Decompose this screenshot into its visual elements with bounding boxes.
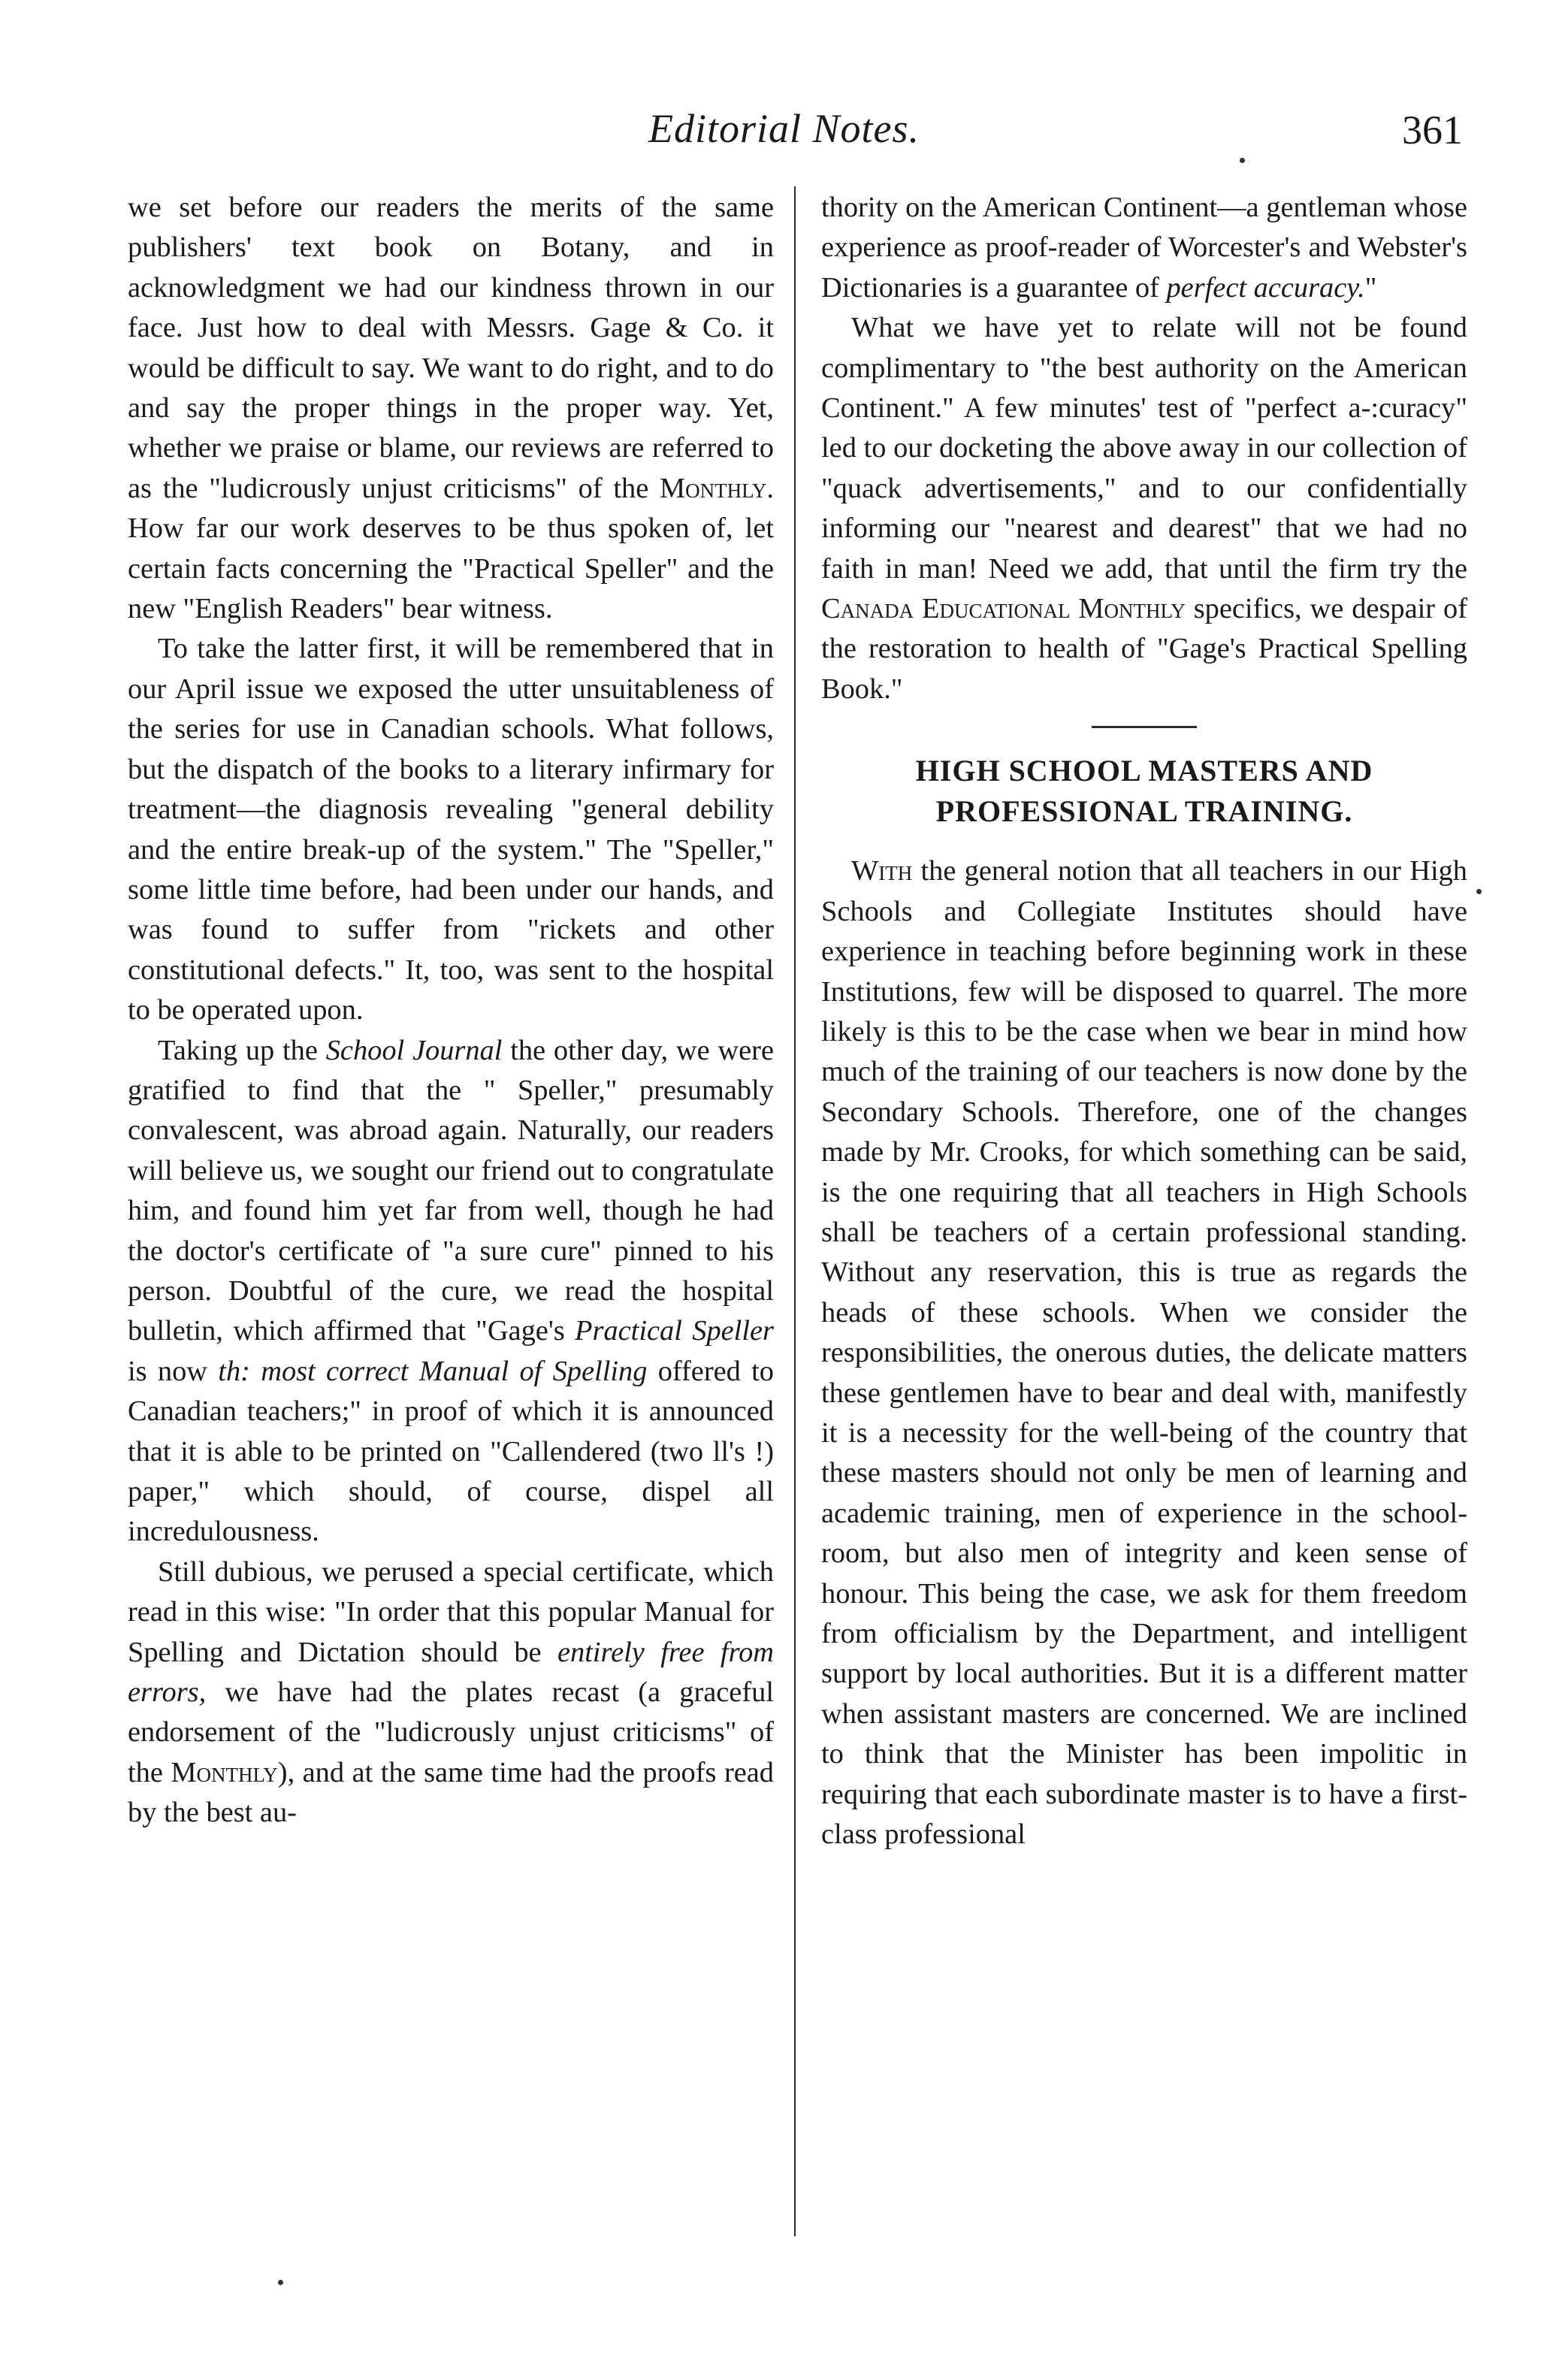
paragraph [821, 188, 1467, 308]
print-speck [1240, 158, 1245, 163]
text-run: specifics, we despair of the restoration to health of "Gage's Practical Spelling Book." [821, 593, 1467, 705]
text-run-italic: Practical Speller [575, 1315, 774, 1347]
print-speck [1476, 889, 1482, 894]
text-run-small-caps: Canada Educational Monthly [821, 593, 1186, 625]
text-run: Still dubious, we perused a special certificate, which read in this wise: "In order that this popular Manual for Spelling and Dictation should be [128, 1555, 774, 1668]
paragraph: To take the latter first, it will be remembered that in our April issue we exposed the utter unsuitableness of the series for use in Canadian schools. What follows, but the dispatch of the books to a literary infirmary for treatment—the diagnosis revealing "general debility and the entire break-up of the system." The "Speller," some little time before, had been under our hands, and was found to suffer from "rickets and other constitutional defects." It, too, was sent to the hospital to be operated upon. [128, 633, 774, 1026]
text-run: . How far our work deserves to be thus spoken of, let certain facts concerning the "Practical Speller" and the new "English Readers" bear witness. [128, 472, 774, 625]
running-title: Editorial Notes. [648, 106, 920, 151]
text-run: the other day, we were gratified to find that the " Speller," presumably convalescent, was abroad again. Naturally, our readers will believe us, we sought our friend out to congratulate him, and found him yet far from well, though he had the doctor's certificate of "a sure cure" pinned to his person. Doubtful of the cure, we read the hospital bulletin, which affirmed that "Gage's [128, 1034, 774, 1347]
text-run-italic: School Journal [325, 1034, 503, 1066]
section-divider [1092, 726, 1197, 728]
section-heading: HIGH SCHOOL MASTERS AND PROFESSIONAL TRAINING. [915, 754, 1373, 829]
text-run: the general notion that all teachers in our High Schools and Collegiate Institutes should have experience in teaching before beginning work in these Institutions, few will be disposed to quarrel. The more likely is this to be the case when we bear in mind how much of the training of our teachers is now done by the Secondary Schools. Therefore, one of the changes made by Mr. Crooks, for which something can be said, is the one requiring that all teachers in High Schools shall be teachers of a certain professional standing. Without any reservation, this is true as regards the heads of these schools. When we consider the responsibilities, the onerous duties, the delicate matters these gentlemen have to bear and deal with, manifestly it is a necessity for the well-being of the country that these masters should not only be men of learning and academic training, men of experience in the school-room, but also men of integrity and keen sense of honour. This being the case, we ask for them freedom from officialism by the Department, and intelligent support by local authorities. But it is a different matter when assistant masters are concerned. We are inclined to think that the Minister has been impolitic in requiring that each subordinate master is to have a first-class professional [821, 855, 1467, 1851]
text-run: ), and at the same time had the proofs read by the best au- [128, 1756, 774, 1829]
left-column [128, 188, 774, 1833]
print-speck [278, 2280, 283, 2285]
text-run: we have had the plates recast (a graceful endorsement of the "ludicrously unjust criticisms" of the [128, 1676, 774, 1788]
text-run: we set before our readers the merits of the same publishers' text book on Botany, and in acknowledgment we had our kindness thrown in our face. Just how to deal with Messrs. Gage & Co. it would be difficult to say. We want to do right, and to do and say the proper things in the proper way. Yet, whether we praise or blame, our reviews are referred to as the "ludicrously unjust criticisms" of the [128, 192, 774, 504]
text-run-italic: perfect accuracy. [1166, 271, 1365, 304]
text-run: thority on the American Continent—a gentleman whose experience as proof-reader of Worcester's and Webster's Dictionaries is a guarantee of [821, 192, 1467, 304]
text-run: What we have yet to relate will not be found complimentary to "the best authority on the American Continent." A few minutes' test of "perfect a-:curacy" led to our docketing the above away in our collection of "quack advertisements," and to our confidentially informing our "nearest and dearest" that we had no faith in man! Need we add, that until the firm try the [821, 312, 1467, 585]
text-run: offered to Canadian teachers;" in proof of which it is announced that it is able to be printed on "Callendered (two ll's !) paper," which should, of course, dispel all incredulousness. [128, 1355, 774, 1548]
paragraph [128, 1031, 774, 1552]
text-run-italic: th: most correct Manual of Spelling [218, 1355, 648, 1387]
text-run: Taking up the [158, 1034, 326, 1066]
page-number: 361 [1402, 107, 1463, 153]
text-run-italic: entirely free from errors, [128, 1636, 775, 1709]
text-run-small-caps: With [851, 855, 913, 887]
page-header [0, 105, 1568, 165]
right-column [821, 188, 1467, 1855]
paragraph [821, 851, 1467, 1855]
paragraph [821, 308, 1467, 709]
text-run: " [1364, 271, 1377, 304]
paragraph [128, 188, 774, 629]
text-run-small-caps: Monthly [171, 1756, 278, 1788]
text-run: is now [128, 1355, 219, 1387]
text-run-small-caps: Monthly [659, 472, 767, 504]
paragraph [128, 1552, 774, 1833]
column-divider-rule [794, 186, 796, 2236]
